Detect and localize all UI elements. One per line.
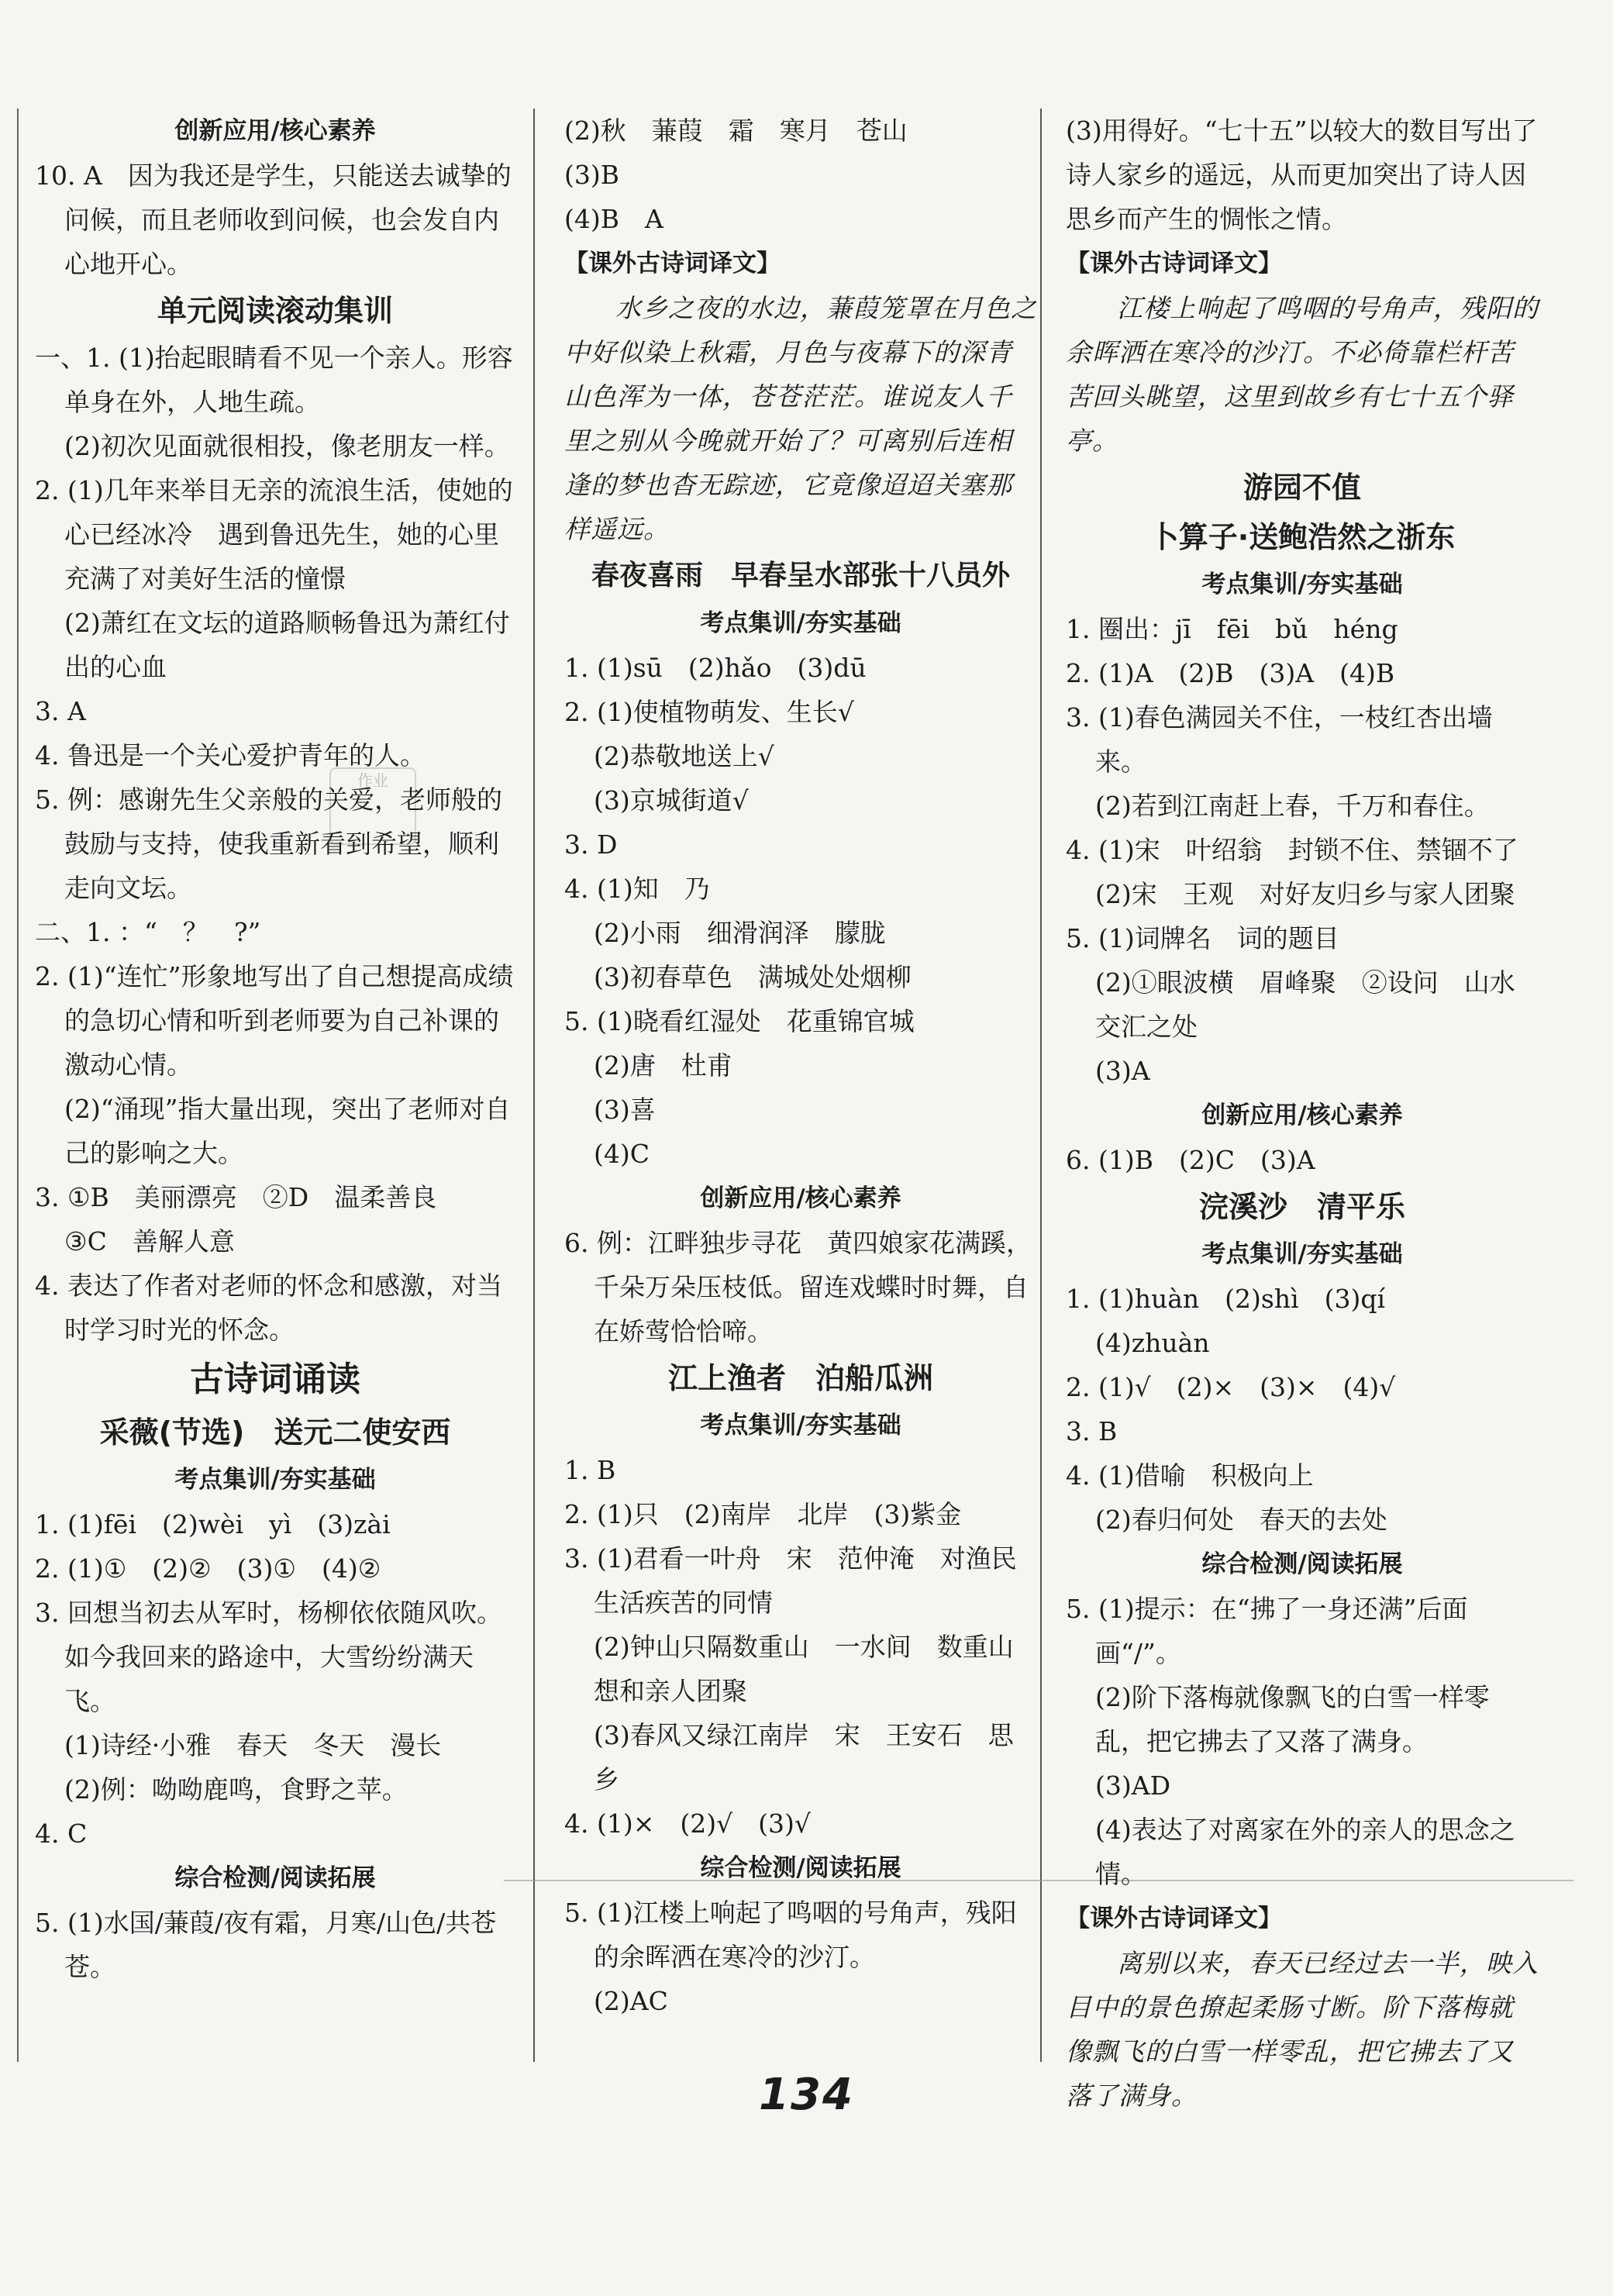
answer-item: 10. A 因为我还是学生，只能送去诚挚的问候，而且老师收到问候，也会发自内心地开心。 [35, 160, 512, 279]
section-heading: 古诗词诵读 [190, 1360, 360, 1399]
section-heading: 综合检测/阅读拓展 [1201, 1550, 1403, 1578]
section-heading: 考点集训/夯实基础 [700, 1412, 901, 1439]
answer-item: 3. ①B 美丽漂亮 ②D 温柔善良 [35, 1182, 437, 1212]
answer-item: 3. B [1066, 1416, 1118, 1446]
section-heading: 综合检测/阅读拓展 [174, 1864, 376, 1892]
answer-item: 3. 回想当初去从军时，杨柳依依随风吹。如今我回来的路途中，大雪纷纷满天飞。 [35, 1598, 502, 1716]
translation-heading: 【课外古诗词译文】 [564, 250, 781, 278]
answer-item: (1)诗经·小雅 春天 冬天 漫长 [64, 1730, 442, 1760]
answer-item: ③C 善解人意 [64, 1226, 235, 1257]
translation-text: 水乡之夜的水边，蒹葭笼罩在月色之中好似染上秋霜，月色与夜幕下的深青山色浑为一体，苍苍茫茫。谁说友人千里之别从今晚就开始了？可离别后连相逢的梦也杳无踪迹，它竟像迢迢关塞那样遥远。 [564, 293, 1037, 544]
column-3 [1066, 109, 1539, 2111]
page-number: 134 [759, 2070, 854, 2120]
answer-item: 4. C [35, 1819, 88, 1849]
answer-item: (4)表达了对离家在外的亲人的思念之情。 [1095, 1815, 1515, 1889]
answer-item: 4. (1)知 乃 [564, 874, 710, 904]
answer-item: (2)初次见面就很相投，像老朋友一样。 [64, 431, 510, 461]
answer-item: (2)①眼波横 眉峰聚 ②设问 山水交汇之处 [1095, 967, 1515, 1042]
section-heading: 创新应用/核心素养 [700, 1184, 901, 1212]
section-heading: 采薇(节选) 送元二使安西 [99, 1415, 451, 1450]
answer-item: 2. (1)A (2)B (3)A (4)B [1066, 658, 1395, 688]
section-heading: 考点集训/夯实基础 [700, 609, 901, 637]
answer-item: 5. (1)提示：在“拂了一身还满”后面画“/”。 [1066, 1594, 1468, 1668]
answer-item: 2. (1)只 (2)南岸 北岸 (3)紫金 [564, 1499, 962, 1529]
answer-item: 1. 圈出：jī fēi bǔ héng [1066, 614, 1398, 644]
answer-item: 3. A [35, 696, 86, 726]
stamp-text: 作业 [357, 771, 388, 790]
translation-heading: 【课外古诗词译文】 [1066, 1905, 1282, 1932]
section-heading: 考点集训/夯实基础 [174, 1466, 376, 1494]
answer-item: (2)宋 王观 对好友归乡与家人团聚 [1095, 879, 1515, 909]
answer-item: (2)萧红在文坛的道路顺畅鲁迅为萧红付出的心血 [64, 608, 510, 682]
answer-item: 5. (1)词牌名 词的题目 [1066, 923, 1339, 953]
answer-item: 2. (1)使植物萌发、生长√ [564, 697, 854, 727]
answer-item: 1. (1)sū (2)hǎo (3)dū [564, 653, 867, 683]
answer-item: 3. D [564, 829, 618, 860]
answer-item: 4. (1)宋 叶绍翁 封锁不住、禁锢不了 [1066, 835, 1518, 865]
answer-item: (3)春风又绿江南岸 宋 王安石 思乡 [594, 1720, 1014, 1794]
answer-item: 1. B [564, 1455, 616, 1485]
answer-item: 一、1. (1)抬起眼睛看不见一个亲人。形容单身在外，人地生疏。 [35, 343, 513, 417]
answer-item: 6. (1)B (2)C (3)A [1066, 1145, 1315, 1175]
answer-item: 2. (1)几年来举目无亲的流浪生活，使她的心已经冰冷 遇到鲁迅先生，她的心里充满了对美好生活的憧憬 [35, 475, 513, 594]
answer-item: 5. (1)晓看红湿处 花重锦官城 [564, 1006, 915, 1036]
answer-item: (2)若到江南赶上春，千万和春住。 [1095, 791, 1490, 821]
answer-item: (2)例：呦呦鹿鸣，食野之苹。 [64, 1774, 408, 1805]
translation-text: 江楼上响起了鸣咽的号角声，残阳的余晖洒在寒冷的沙汀。不必倚靠栏杆苦苦回头眺望，这里到故乡有七十五个驿亭。 [1066, 293, 1539, 456]
answer-item: 2. (1)“连忙”形象地写出了自己想提高成绩的急切心情和听到老师要为自己补课的激动心情。 [35, 961, 514, 1080]
answer-item: (3)B [564, 160, 619, 190]
answer-item: 3. (1)君看一叶舟 宋 范仲淹 对渔民生活疾苦的同情 [564, 1543, 1017, 1618]
section-heading: 春夜喜雨 早春呈水部张十八员外 [591, 560, 1010, 591]
column-divider-2 [1040, 109, 1042, 2062]
answer-item: (2)小雨 细滑润泽 朦胧 [594, 918, 886, 948]
answer-item: 二、1. ：“ ？ ?” [35, 917, 261, 947]
answer-item: (3)用得好。“七十五”以较大的数目写出了诗人家乡的遥远，从而更加突出了诗人因思乡而产生的惆怅之情。 [1066, 115, 1538, 234]
answer-item: (3)喜 [594, 1095, 656, 1125]
answer-item: 4. (1)借喻 积极向上 [1066, 1460, 1314, 1491]
answer-item: 5. (1)水国/蒹葭/夜有霜，月寒/山色/共苍苍。 [35, 1908, 497, 1982]
answer-item: (2)恭敬地送上√ [594, 741, 774, 771]
column-2 [564, 109, 1037, 2063]
section-heading: 创新应用/核心素养 [1201, 1101, 1403, 1129]
answer-item: (4)zhuàn [1095, 1328, 1210, 1358]
answer-item: 4. 鲁迅是一个关心爱护青年的人。 [35, 740, 426, 771]
answer-item: (4)C [594, 1139, 650, 1169]
answer-item: 3. (1)春色满园关不住，一枝红杏出墙来。 [1066, 702, 1493, 777]
answer-item: (2)春归何处 春天的去处 [1095, 1505, 1387, 1535]
translation-heading: 【课外古诗词译文】 [1066, 250, 1282, 278]
section-heading: 江上渔者 泊船瓜洲 [667, 1361, 933, 1395]
answer-item: (2)AC [594, 1986, 668, 2016]
left-binding-line [17, 109, 19, 2062]
answer-item: (2)秋 蒹葭 霜 寒月 苍山 [564, 115, 908, 146]
answer-item: (3)初春草色 满城处处烟柳 [594, 962, 912, 992]
column-divider-1 [533, 109, 535, 2062]
answer-item: (2)“涌现”指大量出现，突出了老师对自己的影响之大。 [64, 1094, 511, 1168]
section-heading: 综合检测/阅读拓展 [700, 1854, 901, 1882]
column-1 [35, 109, 515, 2063]
section-heading: 卜算子·送鲍浩然之浙东 [1149, 520, 1456, 554]
answer-item: (3)京城街道√ [594, 785, 749, 815]
answer-item: (4)B A [564, 204, 663, 234]
section-heading: 考点集训/夯实基础 [1201, 571, 1403, 598]
answer-item: 4. (1)× (2)√ (3)√ [564, 1808, 811, 1839]
section-heading: 单元阅读滚动集训 [157, 294, 393, 328]
answer-item: 6. 例：江畔独步寻花 黄四娘家花满蹊，千朵万朵压枝低。留连戏蝶时时舞，自在娇莺恰恰啼。 [564, 1228, 1032, 1346]
answer-item: 1. (1)fēi (2)wèi yì (3)zài [35, 1509, 391, 1539]
answer-item: 5. (1)江楼上响起了鸣咽的号角声，残阳的余晖洒在寒冷的沙汀。 [564, 1898, 1017, 1972]
translation-text: 离别以来，春天已经过去一半，映入目中的景色撩起柔肠寸断。阶下落梅就像飘飞的白雪一样零乱，把它拂去了又落了满身。 [1066, 1948, 1539, 2111]
section-heading: 考点集训/夯实基础 [1201, 1240, 1403, 1268]
answer-item: (2)钟山只隔数重山 一水间 数重山 想和亲人团聚 [594, 1632, 1039, 1706]
answer-item: (3)A [1095, 1056, 1150, 1086]
answer-item: 1. (1)huàn (2)shì (3)qí [1066, 1284, 1386, 1314]
section-heading: 浣溪沙 清平乐 [1198, 1190, 1405, 1224]
section-heading: 游园不值 [1242, 471, 1361, 505]
answer-item: 2. (1)① (2)② (3)① (4)② [35, 1553, 381, 1584]
section-heading: 创新应用/核心素养 [174, 117, 376, 145]
answer-item: (3)AD [1095, 1770, 1171, 1801]
answer-item: (2)唐 杜甫 [594, 1050, 732, 1081]
answer-item: (2)阶下落梅就像飘飞的白雪一样零乱，把它拂去了又落了满身。 [1095, 1682, 1490, 1756]
answer-item: 5. 例：感谢先生父亲般的关爱，老师般的鼓励与支持，使我重新看到希望，顺利走向文坛。 [35, 784, 502, 903]
answer-item: 4. 表达了作者对老师的怀念和感激，对当时学习时光的怀念。 [35, 1270, 502, 1345]
answer-item: 2. (1)√ (2)× (3)× (4)√ [1066, 1372, 1396, 1402]
